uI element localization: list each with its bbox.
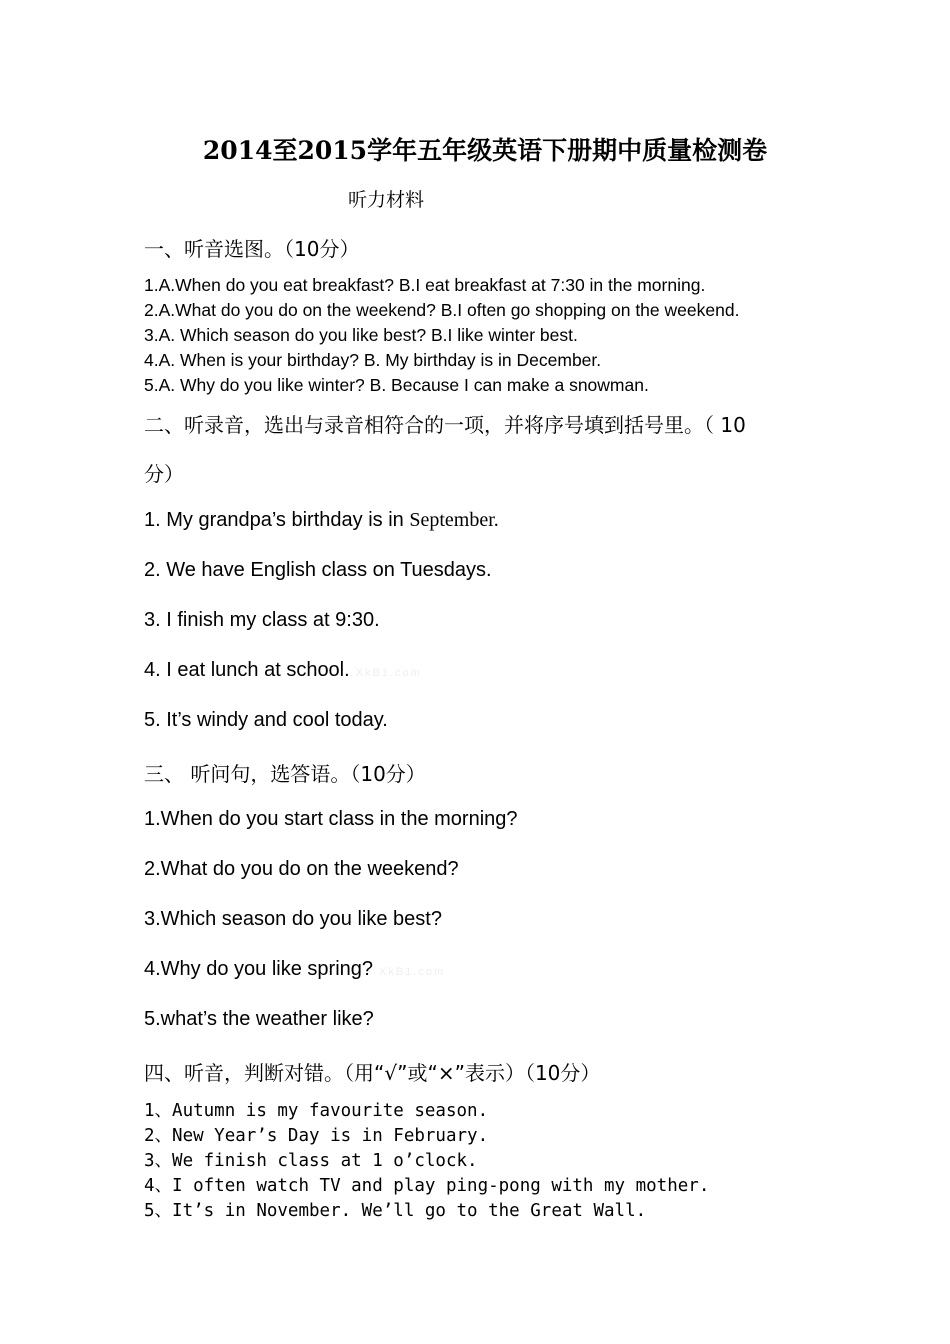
section-four-heading: 四、听音，判断对错。（用“√”或“×”表示）（10分） xyxy=(144,1061,601,1085)
section-two-item: 5. It’s windy and cool today. xyxy=(144,709,388,731)
section-one-item: 2.A.What do you do on the weekend? B.I often go shopping on the weekend. xyxy=(144,300,740,320)
section-four-item: 3、We finish class at 1 o’clock. xyxy=(144,1151,478,1171)
document-subtitle: 听力材料 xyxy=(348,189,425,211)
item-text: 1. My grandpa’s birthday is in xyxy=(144,509,410,531)
section-three-item: 5.what’s the weather like? xyxy=(144,1008,374,1030)
section-three-item: 1.When do you start class in the morning? xyxy=(144,808,518,830)
section-one-heading: 一、听音选图。（10分） xyxy=(144,237,360,261)
watermark: XkB1.com xyxy=(379,966,446,978)
section-three-item: 2.What do you do on the weekend? xyxy=(144,858,459,880)
watermark: XkB1.com xyxy=(355,667,422,679)
section-four-item: 2、New Year’s Day is in February. xyxy=(144,1126,489,1146)
section-three-heading: 三、 听问句，选答语。（10分） xyxy=(144,762,426,786)
item-month: September. xyxy=(409,509,499,531)
section-one-item: 4.A. When is your birthday? B. My birthday is in December. xyxy=(144,350,602,370)
section-two-item: 2. We have English class on Tuesdays. xyxy=(144,559,492,581)
section-three-item xyxy=(144,958,445,981)
section-one-item: 3.A. Which season do you like best? B.I like winter best. xyxy=(144,325,578,345)
section-three-item: 3.Which season do you like best? xyxy=(144,908,442,930)
section-four-item: 1、Autumn is my favourite season. xyxy=(144,1101,489,1121)
section-two-heading-cont: 分） xyxy=(144,462,184,486)
section-two-heading: 二、听录音，选出与录音相符合的一项，并将序号填到括号里。（ 10 xyxy=(144,413,746,437)
section-one-item: 1.A.When do you eat breakfast? B.I eat breakfast at 7:30 in the morning. xyxy=(144,275,706,295)
section-one-item: 5.A. Why do you like winter? B. Because I can make a snowman. xyxy=(144,375,649,395)
item-text: 4. I eat lunch at school. xyxy=(144,659,350,681)
section-four-item: 5、It’s in November. We’ll go to the Great Wall. xyxy=(144,1201,647,1221)
section-two-item xyxy=(144,659,422,682)
document-title: 2014至2015学年五年级英语下册期中质量检测卷 xyxy=(202,136,768,165)
item-text: 4.Why do you like spring? xyxy=(144,958,374,980)
section-four-item: 4、I often watch TV and play ping-pong with my mother. xyxy=(144,1176,710,1196)
section-two-item xyxy=(144,509,499,532)
section-two-item: 3. I finish my class at 9:30. xyxy=(144,609,380,631)
